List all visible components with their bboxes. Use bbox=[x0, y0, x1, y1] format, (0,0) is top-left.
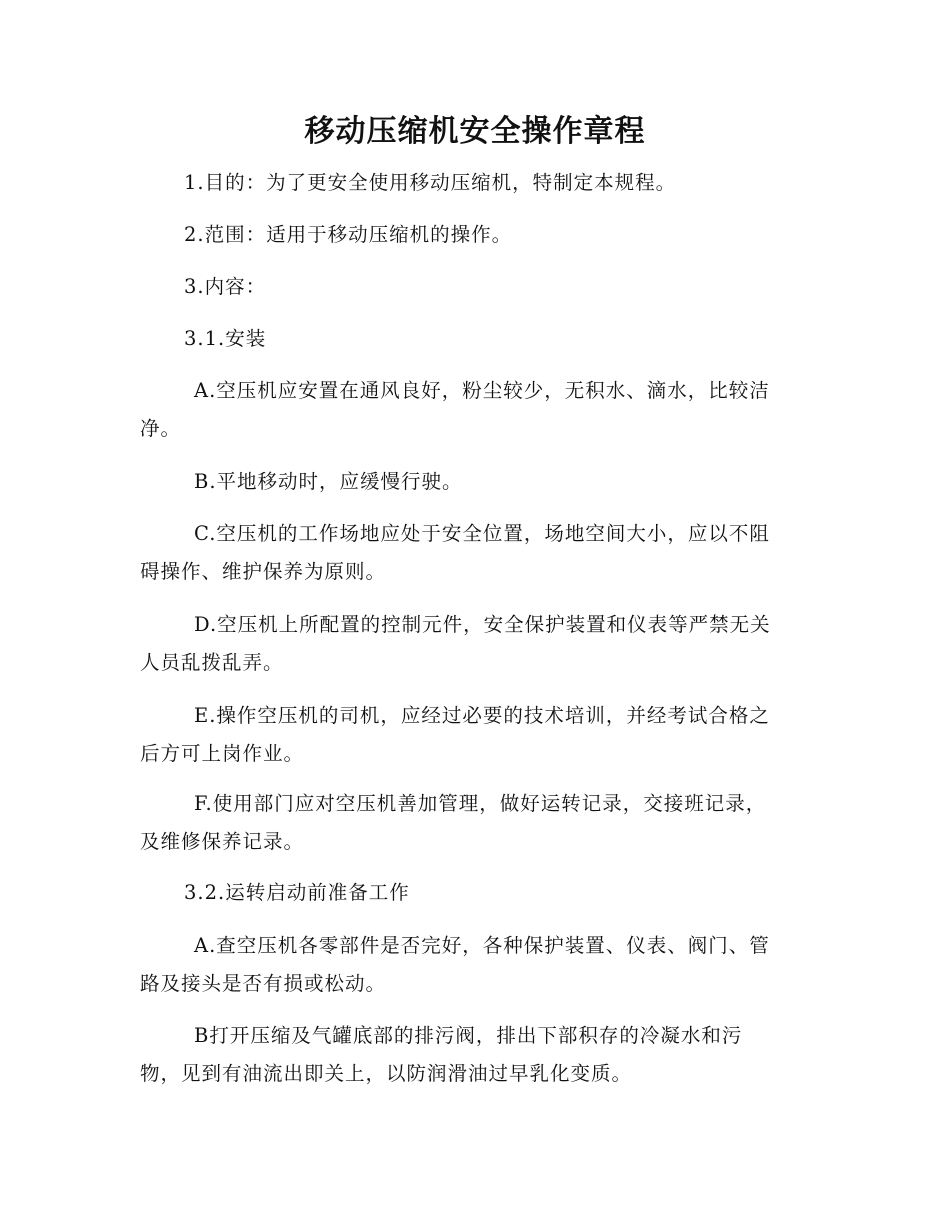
paragraph-line: 2.范围：适用于移动压缩机的操作。 bbox=[184, 223, 513, 246]
document-title: 移动压缩机安全操作章程 bbox=[304, 114, 646, 149]
paragraph-line: 1.目的：为了更安全使用移动压缩机，特制定本规程。 bbox=[184, 171, 677, 194]
paragraph-line: 碍操作、维护保养为原则。 bbox=[140, 560, 387, 583]
paragraph-install-d bbox=[140, 606, 808, 682]
paragraph-line: 物，见到有油流出即关上，以防润滑油过早乳化变质。 bbox=[140, 1062, 633, 1085]
paragraph-line: 3.内容： bbox=[184, 275, 267, 298]
paragraph-line: E.操作空压机的司机，应经过必要的技术培训，并经考试合格之 bbox=[194, 704, 770, 727]
paragraph-line: 及维修保养记录。 bbox=[140, 830, 305, 853]
paragraph-line: 后方可上岗作业。 bbox=[140, 742, 305, 765]
paragraph-prestart-a bbox=[140, 927, 808, 1003]
paragraph-line: B打开压缩及气罐底部的排污阀，排出下部积存的冷凝水和污 bbox=[194, 1024, 743, 1047]
paragraph-line: D.空压机上所配置的控制元件，安全保护装置和仪表等严禁无关 bbox=[194, 613, 771, 636]
paragraph-install-c bbox=[140, 515, 808, 591]
paragraph-line: 路及接头是否有损或松动。 bbox=[140, 972, 387, 995]
paragraph-content-heading bbox=[140, 268, 808, 306]
paragraph-prestart-b bbox=[140, 1017, 808, 1093]
paragraph-purpose bbox=[140, 164, 808, 202]
paragraph-scope bbox=[140, 216, 808, 254]
paragraph-line: 人员乱拨乱弄。 bbox=[140, 651, 284, 674]
paragraph-line: A.空压机应安置在通风良好，粉尘较少，无积水、滴水，比较洁 bbox=[194, 379, 770, 402]
section-heading-install bbox=[140, 320, 808, 358]
paragraph-line: F.使用部门应对空压机善加管理，做好运转记录，交接班记录， bbox=[194, 792, 767, 815]
paragraph-install-b bbox=[140, 463, 808, 501]
paragraph-line: 3.1.安装 bbox=[184, 327, 267, 350]
paragraph-install-a bbox=[140, 372, 808, 448]
section-heading-prestart bbox=[140, 874, 808, 912]
paragraph-line: C.空压机的工作场地应处于安全位置，场地空间大小，应以不阻 bbox=[194, 522, 770, 545]
paragraph-line: 3.2.运转启动前准备工作 bbox=[184, 881, 410, 904]
paragraph-install-e bbox=[140, 697, 808, 773]
paragraph-install-f bbox=[140, 785, 808, 861]
paragraph-line: 净。 bbox=[140, 417, 182, 440]
paragraph-line: B.平地移动时，应缓慢行驶。 bbox=[194, 470, 463, 493]
paragraph-line: A.查空压机各零部件是否完好，各种保护装置、仪表、阀门、管 bbox=[194, 934, 770, 957]
